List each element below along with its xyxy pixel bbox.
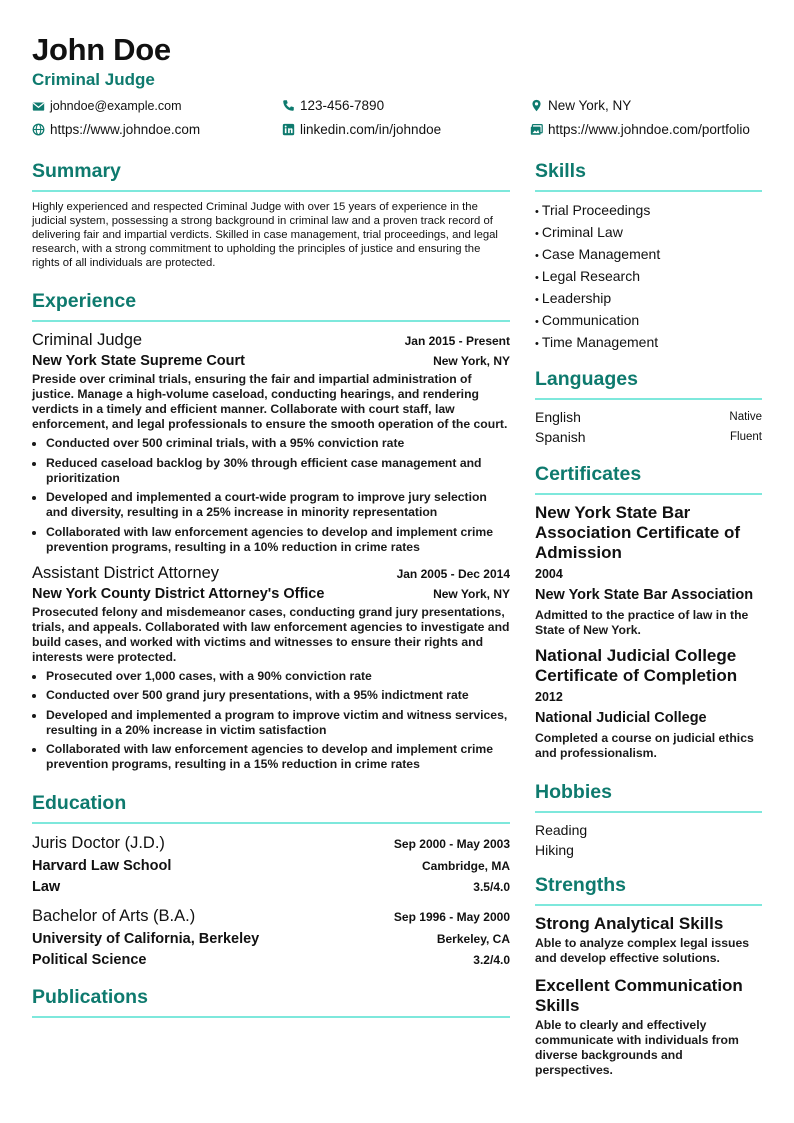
achievement-item: • Developed and implemented a program to improve victim and witness services, resulting in a 20% increase in victim satisfaction bbox=[46, 708, 510, 738]
language-level: Fluent bbox=[730, 431, 762, 443]
contact-website-text: https://www.johndoe.com bbox=[50, 122, 201, 137]
contact-email-text: johndoe@example.com bbox=[50, 99, 182, 113]
certificate-issuer: New York State Bar Association bbox=[535, 587, 754, 603]
languages-section bbox=[535, 368, 762, 447]
skill-item: • Case Management bbox=[535, 244, 762, 266]
strength-title: Excellent Communication Skills bbox=[535, 976, 743, 1015]
contact-email[interactable] bbox=[32, 99, 182, 113]
education-degree: Juris Doctor (J.D.) bbox=[32, 834, 165, 853]
education-section bbox=[32, 792, 510, 968]
contact-portfolio[interactable] bbox=[530, 122, 750, 137]
contact-linkedin[interactable] bbox=[282, 122, 441, 137]
education-gpa: 3.5/4.0 bbox=[473, 880, 510, 895]
globe-icon bbox=[32, 123, 45, 136]
summary-heading: Summary bbox=[32, 160, 510, 192]
contact-phone-text: 123-456-7890 bbox=[300, 98, 385, 113]
strength-entry bbox=[535, 976, 762, 1078]
language-item bbox=[535, 407, 762, 427]
strength-description: Able to clearly and effectively communicate with individuals from diverse backgrounds and perspectives. bbox=[535, 1018, 739, 1077]
skill-item: • Leadership bbox=[535, 288, 762, 310]
certificate-description: Admitted to the practice of law in the State of New York. bbox=[535, 608, 749, 637]
certificate-title: New York State Bar Association Certificate of Admission bbox=[535, 503, 740, 562]
education-school: Harvard Law School bbox=[32, 858, 172, 875]
phone-icon bbox=[282, 99, 295, 112]
summary-section bbox=[32, 160, 510, 270]
job-title: Criminal Judge bbox=[32, 331, 143, 350]
skill-item: • Time Management bbox=[535, 332, 762, 354]
strengths-section bbox=[535, 874, 762, 1078]
job-dates: Jan 2005 - Dec 2014 bbox=[396, 566, 510, 581]
certificates-heading: Certificates bbox=[535, 463, 762, 495]
certificate-entry bbox=[535, 646, 762, 761]
job-organization: New York County District Attorney's Office bbox=[32, 585, 325, 602]
contact-location-text: New York, NY bbox=[548, 98, 632, 113]
map-pin-icon bbox=[530, 99, 543, 112]
skills-list bbox=[535, 200, 762, 354]
language-name: Spanish bbox=[535, 429, 586, 445]
certificate-year: 2012 bbox=[535, 690, 563, 704]
certificate-title: National Judicial College Certificate of Completion bbox=[535, 646, 738, 685]
contact-website[interactable] bbox=[32, 122, 200, 137]
resume-role: Criminal Judge bbox=[32, 70, 155, 89]
skill-item: • Trial Proceedings bbox=[535, 200, 762, 222]
certificates-section bbox=[535, 463, 762, 761]
job-achievements bbox=[32, 669, 510, 773]
contact-linkedin-text: linkedin.com/in/johndoe bbox=[300, 122, 442, 137]
job-location: New York, NY bbox=[433, 354, 510, 369]
certificate-year: 2004 bbox=[535, 567, 563, 581]
language-name: English bbox=[535, 409, 581, 425]
job-description: Prosecuted felony and misdemeanor cases, conducting grand jury presentations, trials, and appeals. Collaborated with law enforcement agencies to investigate and build cases, and worked with victims and witnesses to ensure their rights and interests were protected. bbox=[32, 604, 510, 664]
education-location: Cambridge, MA bbox=[421, 859, 510, 874]
certificate-entry bbox=[535, 503, 762, 638]
achievement-item: • Conducted over 500 grand jury presentations, with a 95% indictment rate bbox=[46, 688, 510, 703]
job-title: Assistant District Attorney bbox=[32, 563, 220, 582]
education-field: Law bbox=[32, 879, 61, 896]
strengths-heading: Strengths bbox=[535, 874, 762, 906]
job-organization: New York State Supreme Court bbox=[32, 353, 245, 370]
experience-heading: Experience bbox=[32, 290, 510, 322]
education-entry bbox=[32, 834, 510, 895]
achievement-item: • Conducted over 500 criminal trials, with a 95% conviction rate bbox=[46, 436, 510, 451]
skill-item: • Criminal Law bbox=[535, 222, 762, 244]
achievement-item: • Prosecuted over 1,000 cases, with a 90% conviction rate bbox=[46, 669, 510, 684]
languages-heading: Languages bbox=[535, 368, 762, 400]
skill-item: • Communication bbox=[535, 310, 762, 332]
certificate-description: Completed a course on judicial ethics and professionalism. bbox=[535, 731, 754, 760]
hobbies-heading: Hobbies bbox=[535, 781, 762, 813]
publications-section bbox=[32, 986, 510, 1018]
contact-location bbox=[530, 98, 631, 113]
experience-section bbox=[32, 290, 510, 772]
right-column bbox=[535, 160, 762, 1078]
education-dates: Sep 1996 - May 2000 bbox=[393, 910, 510, 925]
skill-item: • Legal Research bbox=[535, 266, 762, 288]
envelope-icon bbox=[32, 100, 45, 113]
education-school: University of California, Berkeley bbox=[32, 931, 260, 948]
education-entry bbox=[32, 907, 510, 968]
resume-name: John Doe bbox=[32, 32, 171, 67]
contact-portfolio-text: https://www.johndoe.com/portfolio bbox=[548, 122, 750, 137]
language-level: Native bbox=[729, 411, 762, 423]
job-dates: Jan 2015 - Present bbox=[404, 334, 510, 349]
skills-section bbox=[535, 160, 762, 354]
strength-title: Strong Analytical Skills bbox=[535, 914, 724, 933]
job-location: New York, NY bbox=[433, 586, 510, 601]
education-degree: Bachelor of Arts (B.A.) bbox=[32, 907, 196, 926]
education-gpa: 3.2/4.0 bbox=[473, 953, 510, 968]
certificate-issuer: National Judicial College bbox=[535, 710, 707, 726]
achievement-item: • Developed and implemented a court-wide program to improve jury selection and diversity, resulting in a 25% increase in minority representation bbox=[46, 490, 510, 520]
hobbies-section bbox=[535, 781, 762, 860]
contact-phone[interactable] bbox=[282, 98, 384, 113]
achievement-item: • Collaborated with law enforcement agencies to develop and implement crime prevention programs, resulting in a 15% reduction in crime rates bbox=[46, 742, 510, 772]
summary-text: Highly experienced and respected Criminal Judge with over 15 years of experience in the judicial system, possessing a strong background in criminal law and a proven track record of delivering fair and impartial verdicts. Skilled in case management, trial proceedings, and legal research, with a strong commitment to upholding the principles of justice and ensuring the rights of all individuals are protected. bbox=[32, 201, 498, 270]
education-field: Political Science bbox=[32, 952, 147, 969]
achievement-item: • Reduced caseload backlog by 30% through efficient case management and prioritization bbox=[46, 456, 510, 486]
education-location: Berkeley, CA bbox=[436, 932, 510, 947]
job-description: Preside over criminal trials, ensuring the fair and impartial administration of justice. Manage a high-volume caseload, conducting hearings, and rendering verdicts in a timely and efficient manner. Collaborate with court staff, law enforcement, and legal professionals to ensure the smooth operation of the court. bbox=[32, 372, 508, 432]
job-entry bbox=[32, 564, 510, 773]
skills-heading: Skills bbox=[535, 160, 762, 192]
left-column bbox=[32, 160, 510, 1018]
language-item bbox=[535, 427, 762, 447]
publications-heading: Publications bbox=[32, 986, 510, 1018]
job-entry bbox=[32, 331, 510, 555]
hobby-item: Hiking bbox=[535, 842, 574, 858]
strength-description: Able to analyze complex legal issues and develop effective solutions. bbox=[535, 936, 750, 965]
hobby-item: Reading bbox=[535, 822, 588, 838]
job-achievements bbox=[32, 436, 510, 555]
strength-entry bbox=[535, 914, 762, 966]
education-dates: Sep 2000 - May 2003 bbox=[393, 837, 510, 852]
achievement-item: • Collaborated with law enforcement agencies to develop and implement crime prevention programs, resulting in a 10% reduction in crime rates bbox=[46, 525, 510, 555]
education-heading: Education bbox=[32, 792, 510, 824]
linkedin-icon bbox=[282, 123, 295, 136]
portfolio-icon bbox=[530, 123, 543, 136]
